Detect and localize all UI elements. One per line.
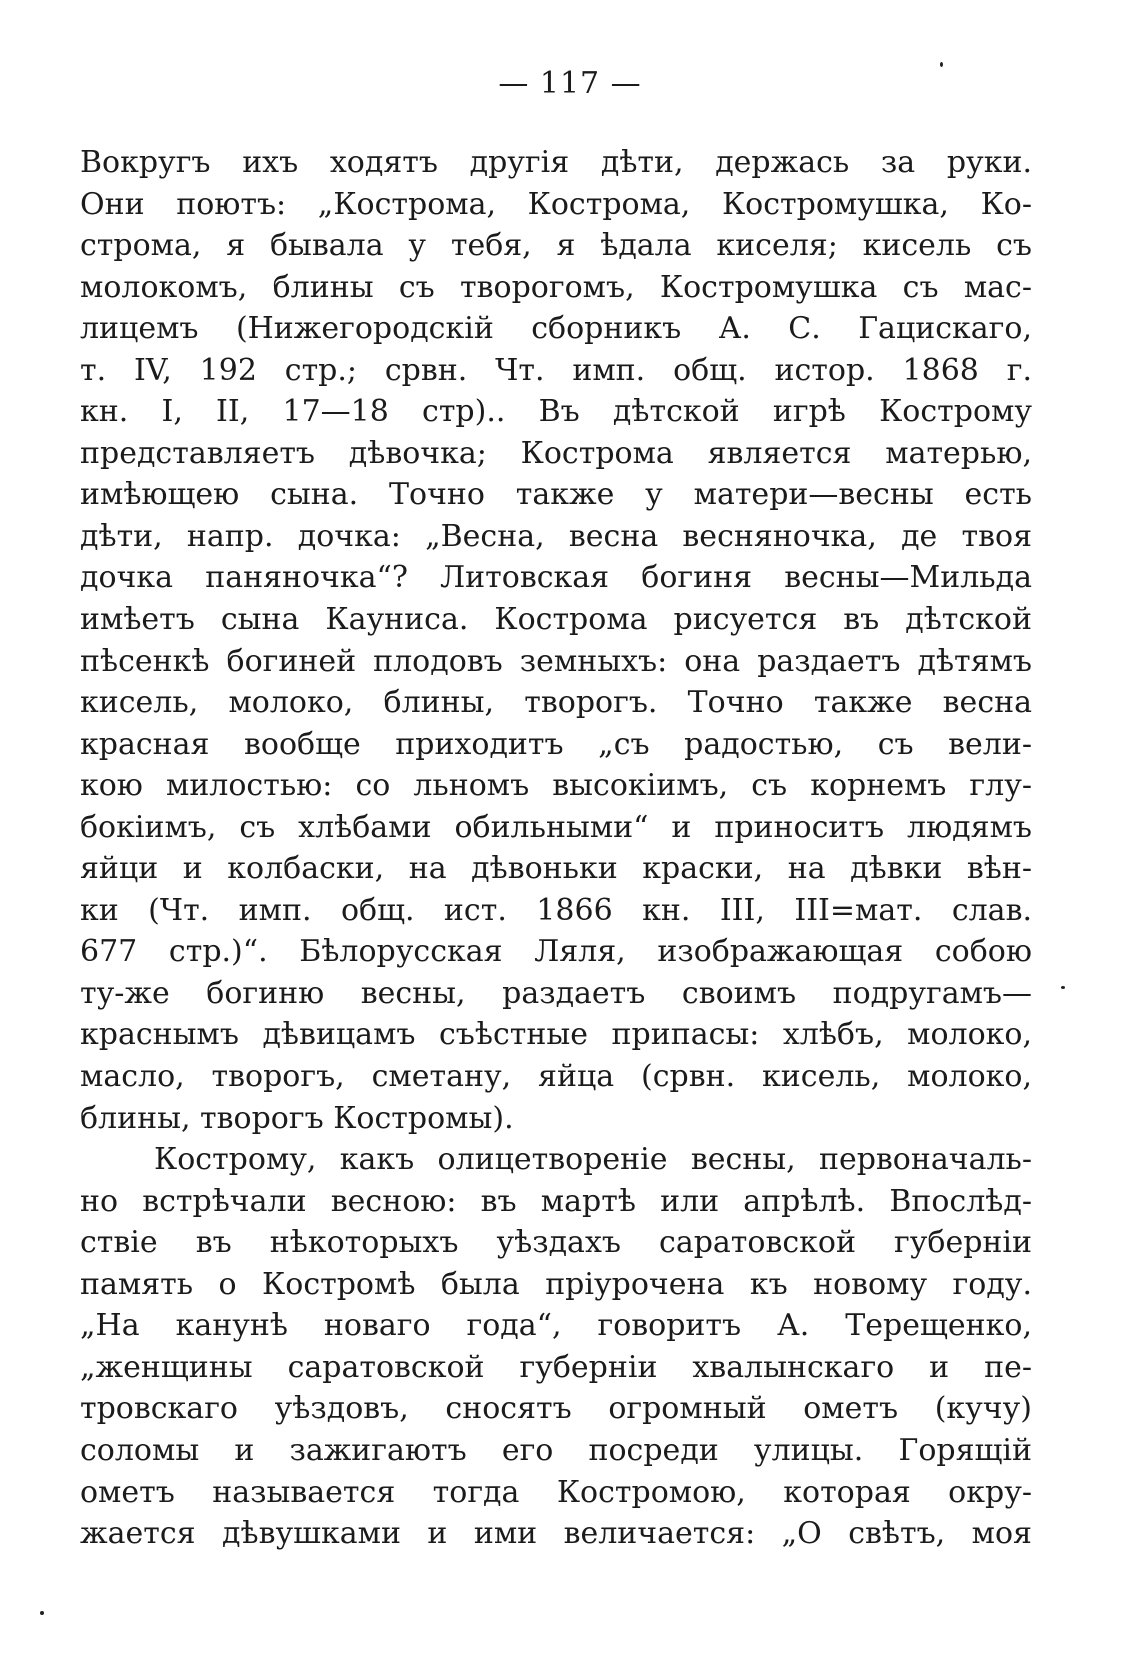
- text-line: т. IV, 192 стр.; срвн. Чт. имп. общ. истор. 1868 г.: [80, 352, 1032, 388]
- text-line: имѣющею сына. Точно также у матери—весны есть: [80, 477, 1032, 513]
- text-line: строма, я бывала у тебя, я ѣдала киселя; кисель съ: [80, 228, 1032, 264]
- text-line: бокіимъ, съ хлѣбами обильными“ и приноситъ людямъ: [80, 809, 1032, 845]
- text-line: но встрѣчали весною: въ мартѣ или апрѣлѣ. Впослѣд-: [80, 1183, 1032, 1219]
- text-line: краснымъ дѣвицамъ съѣстные припасы: хлѣбъ, молоко,: [80, 1017, 1032, 1053]
- text-line: ки (Чт. имп. общ. ист. 1866 кн. III, III=мат. слав.: [80, 892, 1032, 928]
- paragraph-end-line: блины, творогъ Костромы).: [80, 1100, 514, 1136]
- text-line: Они поютъ: „Кострома, Кострома, Костромушка, Ко-: [80, 186, 1032, 222]
- text-line: тровскаго уѣздовъ, сносятъ огромный ометъ (кучу): [80, 1391, 1032, 1427]
- text-line: ствіе въ нѣкоторыхъ уѣздахъ саратовской губерніи: [80, 1225, 1032, 1261]
- page-number: — 117 —: [498, 66, 642, 101]
- text-line: кисель, молоко, блины, творогъ. Точно также весна: [80, 685, 1032, 721]
- text-line: яйци и колбаски, на дѣвоньки краски, на дѣвки вѣн-: [80, 851, 1032, 887]
- text-line: представляетъ дѣвочка; Кострома является матерью,: [80, 435, 1032, 471]
- text-line: ометъ называется тогда Костромою, которая окру-: [80, 1474, 1032, 1510]
- text-line: жается дѣвушками и ими величается: „О свѣтъ, моя: [80, 1516, 1032, 1552]
- paragraph-start-line: Кострому, какъ олицетвореніе весны, первоначаль-: [154, 1142, 1032, 1178]
- scan-speck: [940, 62, 943, 67]
- scan-speck: [40, 1611, 44, 1615]
- text-line: дочка паняночка“? Литовская богиня весны—Мильда: [80, 560, 1032, 596]
- text-line: кою милостью: со льномъ высокіимъ, съ корнемъ глу-: [80, 768, 1032, 804]
- text-line: Вокругъ ихъ ходятъ другія дѣти, держась за руки.: [80, 145, 1032, 180]
- text-line: „женщины саратовской губерніи хвалынскаго и пе-: [80, 1349, 1032, 1385]
- text-line: 677 стр.)“. Бѣлорусская Ляля, изображающая собою: [80, 934, 1032, 970]
- text-line: пѣсенкѣ богиней плодовъ земныхъ: она раздаетъ дѣтямъ: [80, 643, 1032, 679]
- text-line: масло, творогъ, сметану, яйца (срвн. кисель, молоко,: [80, 1059, 1032, 1095]
- text-line: молокомъ, блины съ творогомъ, Костромушка съ мас-: [80, 269, 1032, 305]
- text-line: ту-же богиню весны, раздаетъ своимъ подругамъ—: [80, 975, 1032, 1011]
- text-line: кн. I, II, 17—18 стр).. Въ дѣтской игрѣ Кострому: [80, 394, 1032, 430]
- text-line: красная вообще приходитъ „съ радостью, съ вели-: [80, 726, 1032, 762]
- text-line: лицемъ (Нижегородскій сборникъ А. С. Гацискаго,: [80, 311, 1032, 347]
- text-line: соломы и зажигаютъ его посреди улицы. Горящій: [80, 1432, 1032, 1468]
- body-text: [80, 142, 1032, 1555]
- text-line: имѣетъ сына Кауниса. Кострома рисуется въ дѣтской: [80, 602, 1032, 638]
- scan-speck: [1061, 986, 1065, 989]
- text-line: „На канунѣ новаго года“, говоритъ А. Терещенко,: [80, 1308, 1032, 1344]
- text-line: дѣти, напр. дочка: „Весна, весна весняночка, де твоя: [80, 518, 1032, 554]
- text-line: память о Костромѣ была пріурочена къ новому году.: [80, 1266, 1032, 1302]
